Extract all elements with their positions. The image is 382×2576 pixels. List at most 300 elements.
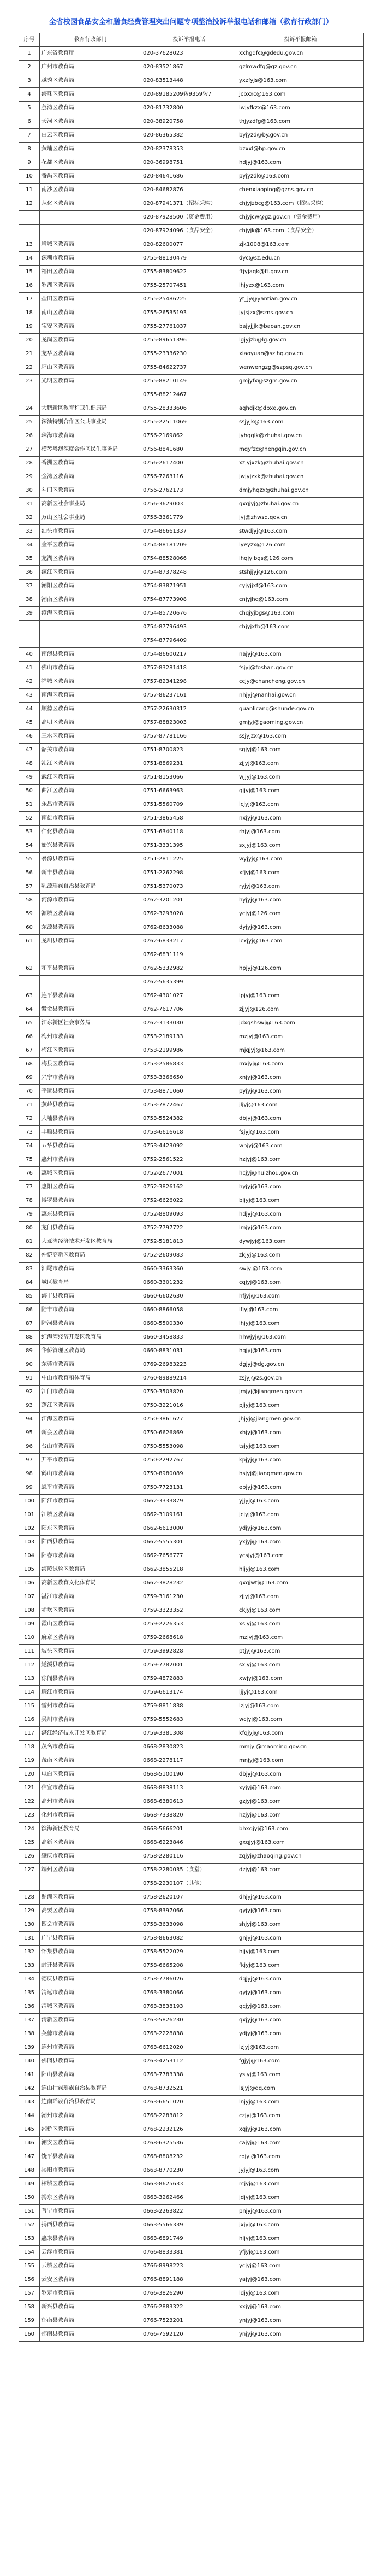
table-row <box>19 921 364 935</box>
table-row <box>19 1741 364 1754</box>
department-name: 饶平县教育局 <box>40 2150 141 2164</box>
department-name: 盐田区教育局 <box>40 293 141 306</box>
department-name: 惠东县教育局 <box>40 1208 141 1222</box>
row-number: 40 <box>19 648 40 662</box>
department-name: 高明区教育局 <box>40 716 141 730</box>
department-name: 湛江市教育局 <box>40 1590 141 1604</box>
department-name <box>40 211 141 225</box>
department-name: 珠海市教育局 <box>40 429 141 443</box>
table-row <box>19 1809 364 1823</box>
phone-number: 0762-3293028 <box>141 907 237 921</box>
department-name: 龙湖区教育局 <box>40 552 141 566</box>
email-address: mnjyj@163.com <box>237 1754 364 1768</box>
email-address: tsjyj@163.com <box>237 1440 364 1454</box>
phone-number: 0751-8700823 <box>141 744 237 757</box>
email-address: mmjyj@maoming.gov.cn <box>237 1741 364 1754</box>
department-name: 乳源瑶族自治县教育局 <box>40 880 141 894</box>
phone-number: 0757-22630312 <box>141 703 237 716</box>
phone-number: 0668-6223846 <box>141 1836 237 1850</box>
row-number: 7 <box>19 129 40 143</box>
department-name: 华侨管理区教育局 <box>40 1345 141 1358</box>
row-number: 65 <box>19 1017 40 1030</box>
table-row <box>19 2123 364 2137</box>
row-number: 56 <box>19 866 40 880</box>
department-name: 新兴县教育局 <box>40 2301 141 2314</box>
table-row <box>19 74 364 88</box>
row-number: 42 <box>19 675 40 689</box>
table-row <box>19 252 364 266</box>
table-row <box>19 2027 364 2041</box>
table-row <box>19 2246 364 2260</box>
email-address: jljyj@163.com <box>237 1099 364 1112</box>
email-address: cyjyjjxf@163.com <box>237 580 364 593</box>
email-address: dyc@sz.edu.cn <box>237 252 364 266</box>
table-row <box>19 1618 364 1631</box>
email-address: hfjyj@163.com <box>237 1290 364 1304</box>
phone-number: 0759-2668618 <box>141 1631 237 1645</box>
row-number: 105 <box>19 1563 40 1577</box>
department-name: 吴川市教育局 <box>40 1713 141 1727</box>
phone-number: 0760-89889214 <box>141 1372 237 1386</box>
department-name: 曲江区教育局 <box>40 785 141 798</box>
phone-number: 0766-8833381 <box>141 2246 237 2260</box>
department-name: 濠江区教育局 <box>40 566 141 580</box>
row-number: 53 <box>19 826 40 839</box>
department-name: 海陵试验区教育局 <box>40 1563 141 1577</box>
department-name: 龙华区教育局 <box>40 347 141 361</box>
phone-number: 0755-88130479 <box>141 252 237 266</box>
phone-number: 0756-3629003 <box>141 498 237 511</box>
table-row <box>19 2068 364 2082</box>
department-name: 大亚湾经济技术开发区教育局 <box>40 1235 141 1249</box>
department-name: 龙门县教育局 <box>40 1222 141 1235</box>
department-name: 高新区教育局 <box>40 1836 141 1850</box>
phone-number: 0762-7617706 <box>141 1003 237 1017</box>
email-address: dzjyj@163.com <box>237 1864 364 1877</box>
email-address: rcjyj@163.com <box>237 2178 364 2191</box>
email-address: kpjyj@163.com <box>237 1454 364 1467</box>
email-address: xxjyj@163.com <box>237 2301 364 2314</box>
department-name <box>40 621 141 634</box>
department-name: 封开县教育局 <box>40 1959 141 1973</box>
department-name: 源城区教育局 <box>40 907 141 921</box>
email-address: yajyj@163.com <box>237 2273 364 2287</box>
phone-number: 0758-8397066 <box>141 1905 237 1918</box>
phone-number: 0753-5524382 <box>141 1112 237 1126</box>
row-number: 66 <box>19 1030 40 1044</box>
email-address: dmjyhqzx@zhuhai.gov.cn <box>237 484 364 498</box>
phone-number: 0756-8841680 <box>141 443 237 457</box>
phone-number: 0668-6380613 <box>141 1795 237 1809</box>
department-name: 光明区教育局 <box>40 375 141 388</box>
phone-number: 0751-2811225 <box>141 853 237 866</box>
phone-number: 0766-7592120 <box>141 2328 237 2342</box>
department-name: 连山壮族瑶族自治县教育局 <box>40 2082 141 2096</box>
email-address: cqjyj@163.com <box>237 1276 364 1290</box>
row-number: 57 <box>19 880 40 894</box>
email-address: bajyjjjk@baoan.gov.cn <box>237 320 364 334</box>
department-name: 河源市教育局 <box>40 894 141 907</box>
phone-number: 0757-86237161 <box>141 689 237 703</box>
phone-number: 0751-6663963 <box>141 785 237 798</box>
phone-number: 0766-7523201 <box>141 2314 237 2328</box>
department-name: 鼎湖区教育局 <box>40 1891 141 1905</box>
department-name: 揭阳市教育局 <box>40 2164 141 2178</box>
department-name: 梅州市教育局 <box>40 1030 141 1044</box>
department-name: 揭西县教育局 <box>40 2219 141 2232</box>
phone-number: 0763-8732521 <box>141 2082 237 2096</box>
table-row <box>19 1891 364 1905</box>
row-number: 111 <box>19 1645 40 1659</box>
email-address: jyj@zhwsq.gov.cn <box>237 511 364 525</box>
phone-number: 0663-8770230 <box>141 2164 237 2178</box>
phone-number: 0763-6651020 <box>141 2096 237 2109</box>
department-name: 茂名市教育局 <box>40 1741 141 1754</box>
email-address: ptjyj@163.com <box>237 1645 364 1659</box>
department-name: 罗定市教育局 <box>40 2287 141 2301</box>
row-number: 21 <box>19 347 40 361</box>
email-address: fgjyj@163.com <box>237 2055 364 2068</box>
row-number: 129 <box>19 1905 40 1918</box>
table-row <box>19 730 364 744</box>
table-row <box>19 1713 364 1727</box>
row-number: 22 <box>19 361 40 375</box>
table-row <box>19 1263 364 1276</box>
department-name: 江城区教育局 <box>40 1508 141 1522</box>
table-row <box>19 197 364 211</box>
email-address: ycjyj@126.com <box>237 907 364 921</box>
phone-number: 020-82378353 <box>141 143 237 156</box>
row-number: 154 <box>19 2246 40 2260</box>
phone-number: 0763-4253112 <box>141 2055 237 2068</box>
table-row <box>19 962 364 976</box>
phone-number: 0766-2883322 <box>141 2301 237 2314</box>
table-row <box>19 1536 364 1549</box>
department-name: 仁化县教育局 <box>40 826 141 839</box>
row-number: 160 <box>19 2328 40 2342</box>
email-address: mxjyj@163.com <box>237 1058 364 1071</box>
row-number <box>19 211 40 225</box>
phone-number: 0762-3201201 <box>141 894 237 907</box>
row-number: 17 <box>19 293 40 306</box>
phone-number: 0759-5552683 <box>141 1713 237 1727</box>
row-number: 118 <box>19 1741 40 1754</box>
email-address: lzjyj@163.com <box>237 1700 364 1713</box>
department-name <box>40 225 141 238</box>
row-number: 13 <box>19 238 40 252</box>
phone-number: 0754-85720676 <box>141 607 237 621</box>
phone-number: 020-82600077 <box>141 238 237 252</box>
phone-number: 0758-2230107（其他） <box>141 1877 237 1891</box>
row-number: 95 <box>19 1426 40 1440</box>
email-address: dbjyj@163.com <box>237 1768 364 1782</box>
phone-number: 0758-6665208 <box>141 1959 237 1973</box>
email-address: najyj@163.com <box>237 648 364 662</box>
row-number: 35 <box>19 552 40 566</box>
department-name: 云浮市教育局 <box>40 2246 141 2260</box>
email-address: sgjyj@163.com <box>237 744 364 757</box>
table-row <box>19 1686 364 1700</box>
phone-number: 0755-88210149 <box>141 375 237 388</box>
row-number: 122 <box>19 1795 40 1809</box>
column-header-dept: 教育行政部门 <box>40 33 141 47</box>
table-row <box>19 1003 364 1017</box>
table-row <box>19 2150 364 2164</box>
table-row <box>19 1249 364 1263</box>
email-address: lnjyj@163.com <box>237 2096 364 2109</box>
department-name: 仲恺高新区教育局 <box>40 1249 141 1263</box>
row-number <box>19 621 40 634</box>
department-name: 云安区教育局 <box>40 2273 141 2287</box>
email-address: ydjyj@163.com <box>237 2027 364 2041</box>
email-address: dqjyj@163.com <box>237 1973 364 1986</box>
phone-number: 020-86365382 <box>141 129 237 143</box>
department-name: 顺德区教育局 <box>40 703 141 716</box>
row-number: 147 <box>19 2150 40 2164</box>
table-row <box>19 1167 364 1181</box>
department-name: 紫金县教育局 <box>40 1003 141 1017</box>
table-row <box>19 1454 364 1467</box>
row-number: 159 <box>19 2314 40 2328</box>
phone-number: 0660-6602630 <box>141 1290 237 1304</box>
row-number: 78 <box>19 1194 40 1208</box>
table-row <box>19 539 364 552</box>
phone-number: 0758-5522029 <box>141 1946 237 1959</box>
email-address: gmjyfx@szgm.gov.cn <box>237 375 364 388</box>
phone-number: 0754-88181209 <box>141 539 237 552</box>
row-number: 92 <box>19 1386 40 1399</box>
email-address: pyjyj@163.com <box>237 1085 364 1099</box>
row-number: 15 <box>19 266 40 279</box>
department-name: 黄埔区教育局 <box>40 143 141 156</box>
row-number: 3 <box>19 74 40 88</box>
phone-number: 0755-25707451 <box>141 279 237 293</box>
table-row <box>19 1386 364 1399</box>
department-name: 东莞市教育局 <box>40 1358 141 1372</box>
email-address: dhjyj@163.com <box>237 1891 364 1905</box>
phone-number: 0763-5826230 <box>141 2014 237 2027</box>
email-address: byjyzd@by.gov.cn <box>237 129 364 143</box>
column-header-phone: 投诉举报电话 <box>141 33 237 47</box>
phone-number: 0750-3221016 <box>141 1399 237 1413</box>
row-number: 19 <box>19 320 40 334</box>
row-number: 139 <box>19 2041 40 2055</box>
row-number: 48 <box>19 757 40 771</box>
email-address: chjyjxfb@163.com <box>237 621 364 634</box>
table-row <box>19 2055 364 2068</box>
row-number: 115 <box>19 1700 40 1713</box>
department-name: 潮州市教育局 <box>40 2109 141 2123</box>
email-address: ftjyjaqk@ft.gov.cn <box>237 266 364 279</box>
phone-number: 0759-8811838 <box>141 1700 237 1713</box>
phone-number: 0758-2280116 <box>141 1850 237 1864</box>
table-row <box>19 1208 364 1222</box>
phone-number: 0763-3838193 <box>141 2000 237 2014</box>
email-address: ckjyj@163.com <box>237 1604 364 1618</box>
email-address: ssjyjzx@163.com <box>237 730 364 744</box>
department-name: 普宁市教育局 <box>40 2205 141 2219</box>
table-row <box>19 334 364 347</box>
table-row <box>19 1317 364 1331</box>
phone-number: 0754-87773908 <box>141 593 237 607</box>
row-number: 11 <box>19 184 40 197</box>
row-number: 2 <box>19 61 40 74</box>
row-number: 5 <box>19 102 40 115</box>
table-row <box>19 156 364 170</box>
row-number: 136 <box>19 2000 40 2014</box>
table-row <box>19 484 364 498</box>
row-number: 9 <box>19 156 40 170</box>
table-row <box>19 662 364 675</box>
row-number: 73 <box>19 1126 40 1140</box>
phone-number: 0752-6626022 <box>141 1194 237 1208</box>
row-number: 156 <box>19 2273 40 2287</box>
row-number: 150 <box>19 2191 40 2205</box>
email-address: wenwengzg@szpsq.gov.cn <box>237 361 364 375</box>
table-row <box>19 566 364 580</box>
row-number: 29 <box>19 470 40 484</box>
department-name: 始兴县教育局 <box>40 839 141 853</box>
row-number: 16 <box>19 279 40 293</box>
email-address: gxqjwtj@163.com <box>237 1577 364 1590</box>
phone-number: 0759-6613174 <box>141 1686 237 1700</box>
email-address: nhjyj@nanhai.gov.cn <box>237 689 364 703</box>
row-number: 50 <box>19 785 40 798</box>
table-row <box>19 1276 364 1290</box>
row-number: 8 <box>19 143 40 156</box>
row-number: 86 <box>19 1304 40 1317</box>
row-number: 43 <box>19 689 40 703</box>
department-name: 汕头市教育局 <box>40 525 141 539</box>
department-name: 澄海区教育局 <box>40 607 141 621</box>
department-name: 高新区教育文化体育局 <box>40 1577 141 1590</box>
row-number: 25 <box>19 416 40 429</box>
table-row <box>19 498 364 511</box>
department-name: 阳东区教育局 <box>40 1522 141 1536</box>
phone-number: 0766-8998223 <box>141 2260 237 2273</box>
department-name: 白云区教育局 <box>40 129 141 143</box>
department-name: 深圳市教育局 <box>40 252 141 266</box>
department-name: 梅县区教育局 <box>40 1058 141 1071</box>
email-address: ljjyj@163.com <box>237 1686 364 1700</box>
phone-number: 0762-5332982 <box>141 962 237 976</box>
table-row <box>19 1304 364 1317</box>
email-address: hsjyj@jiangmen.gov.cn <box>237 1467 364 1481</box>
department-name: 江海区教育局 <box>40 1413 141 1426</box>
department-name: 英德市教育局 <box>40 2027 141 2041</box>
row-number: 24 <box>19 402 40 416</box>
department-name: 阳江市教育局 <box>40 1495 141 1508</box>
phone-number: 0752-5181813 <box>141 1235 237 1249</box>
table-row <box>19 1467 364 1481</box>
email-address: yxjyj@163.com <box>237 1536 364 1549</box>
table-row <box>19 2314 364 2328</box>
phone-number: 0762-6831119 <box>141 948 237 962</box>
table-row <box>19 2109 364 2123</box>
phone-number: 0662-6613000 <box>141 1522 237 1536</box>
department-name: 潮安区教育局 <box>40 2137 141 2150</box>
email-address: hljyj@163.com <box>237 2232 364 2246</box>
email-address <box>237 1877 364 1891</box>
phone-number: 0759-3381308 <box>141 1727 237 1741</box>
table-row <box>19 320 364 334</box>
table-row <box>19 2082 364 2096</box>
department-name: 翁源县教育局 <box>40 853 141 866</box>
row-number: 114 <box>19 1686 40 1700</box>
table-row <box>19 703 364 716</box>
row-number: 68 <box>19 1058 40 1071</box>
row-number: 38 <box>19 593 40 607</box>
row-number: 69 <box>19 1071 40 1085</box>
email-address: qcjyj@163.com <box>237 2000 364 2014</box>
row-number: 138 <box>19 2027 40 2041</box>
table-row <box>19 102 364 115</box>
department-name: 鹤山市教育局 <box>40 1467 141 1481</box>
row-number: 84 <box>19 1276 40 1290</box>
email-address: aqhdjk@dpxq.gov.cn <box>237 402 364 416</box>
phone-number: 0758-2620107 <box>141 1891 237 1905</box>
department-name: 金湾区教育局 <box>40 470 141 484</box>
table-body <box>19 47 364 2342</box>
email-address: zqjyj@zhaoqing.gov.cn <box>237 1850 364 1864</box>
table-row <box>19 1372 364 1386</box>
row-number: 116 <box>19 1713 40 1727</box>
email-address: zjjyj@163.com <box>237 1590 364 1604</box>
row-number: 143 <box>19 2096 40 2109</box>
table-row <box>19 443 364 457</box>
phone-number: 020-87924096（食品安全） <box>141 225 237 238</box>
phone-number: 0757-83281418 <box>141 662 237 675</box>
phone-number: 0755-25486225 <box>141 293 237 306</box>
phone-number: 0751-3331395 <box>141 839 237 853</box>
row-number <box>19 1877 40 1891</box>
row-number: 88 <box>19 1331 40 1345</box>
table-row <box>19 1181 364 1194</box>
table-row <box>19 1973 364 1986</box>
phone-number: 0756-2762173 <box>141 484 237 498</box>
phone-number: 0751-6340118 <box>141 826 237 839</box>
row-number: 64 <box>19 1003 40 1017</box>
phone-number: 0751-5370073 <box>141 880 237 894</box>
phone-number: 0668-2830823 <box>141 1741 237 1754</box>
department-name: 端州区教育局 <box>40 1864 141 1877</box>
row-number: 85 <box>19 1290 40 1304</box>
row-number: 113 <box>19 1672 40 1686</box>
phone-number: 0752-3826162 <box>141 1181 237 1194</box>
email-address: fsjyj@foshan.gov.cn <box>237 662 364 675</box>
row-number: 45 <box>19 716 40 730</box>
row-number: 127 <box>19 1864 40 1877</box>
table-row <box>19 1932 364 1946</box>
email-address: lcjyj@163.com <box>237 798 364 812</box>
row-number: 20 <box>19 334 40 347</box>
department-name: 乐昌市教育局 <box>40 798 141 812</box>
phone-number: 0752-2609083 <box>141 1249 237 1263</box>
department-name: 阳西县教育局 <box>40 1536 141 1549</box>
table-row <box>19 279 364 293</box>
phone-number: 0763-7783338 <box>141 2068 237 2082</box>
department-name: 从化区教育局 <box>40 197 141 211</box>
phone-number: 0755-22511069 <box>141 416 237 429</box>
table-row <box>19 1508 364 1522</box>
phone-number: 0662-5555301 <box>141 1536 237 1549</box>
email-address: kfqjyj@163.com <box>237 1727 364 1741</box>
phone-number: 0751-5560709 <box>141 798 237 812</box>
department-name: 江东新区社会事务局 <box>40 1017 141 1030</box>
department-name: 佛冈县教育局 <box>40 2055 141 2068</box>
phone-number: 0663-8625633 <box>141 2178 237 2191</box>
email-address <box>237 634 364 648</box>
